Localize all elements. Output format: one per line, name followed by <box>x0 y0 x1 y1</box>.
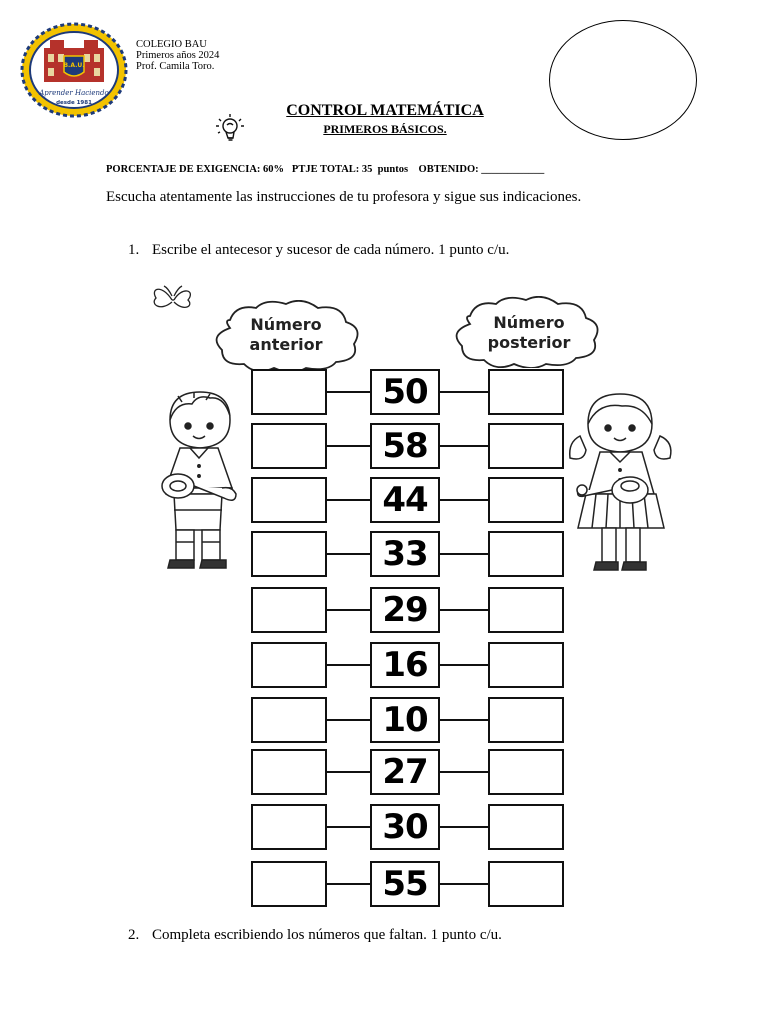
given-number: 10 <box>382 700 428 740</box>
previous-number-answer-box[interactable] <box>251 697 327 743</box>
given-number-box <box>370 477 440 523</box>
given-number: 27 <box>382 752 428 792</box>
connector-line <box>327 826 370 828</box>
connector-line <box>440 553 488 555</box>
previous-number-label: Número anterior <box>249 315 323 354</box>
question-2-text: Completa escribiendo los números que faltan. 1 punto c/u. <box>152 927 502 943</box>
next-number-answer-box[interactable] <box>488 861 564 907</box>
next-number-answer-box[interactable] <box>488 477 564 523</box>
question-1-text: Escribe el antecesor y sucesor de cada número. 1 punto c/u. <box>152 242 510 258</box>
connector-line <box>440 609 488 611</box>
previous-number-answer-box[interactable] <box>251 749 327 795</box>
next-number-answer-box[interactable] <box>488 587 564 633</box>
next-number-answer-box[interactable] <box>488 369 564 415</box>
previous-number-answer-box[interactable] <box>251 642 327 688</box>
given-number: 30 <box>382 807 428 847</box>
given-number: 58 <box>382 426 428 466</box>
next-number-answer-box[interactable] <box>488 642 564 688</box>
given-number-box <box>370 804 440 850</box>
given-number-box <box>370 749 440 795</box>
given-number-box <box>370 587 440 633</box>
logo-shield-text: B.A.U. <box>63 62 85 69</box>
given-number: 29 <box>382 590 428 630</box>
school-logo <box>20 22 128 118</box>
previous-number-answer-box[interactable] <box>251 423 327 469</box>
connector-line <box>327 553 370 555</box>
logo-motto: Aprender Haciendo <box>39 89 109 97</box>
previous-number-answer-box[interactable] <box>251 861 327 907</box>
previous-number-answer-box[interactable] <box>251 531 327 577</box>
connector-line <box>327 664 370 666</box>
next-number-label: Número posterior <box>487 313 571 352</box>
connector-line <box>327 445 370 447</box>
given-number: 55 <box>382 864 428 904</box>
connector-line <box>440 664 488 666</box>
connector-line <box>327 883 370 885</box>
previous-number-answer-box[interactable] <box>251 369 327 415</box>
connector-line <box>440 826 488 828</box>
given-number-box <box>370 369 440 415</box>
given-number: 50 <box>382 372 428 412</box>
instructions: Escucha atentamente las instrucciones de tu profesora y sigue sus indicaciones. <box>106 189 582 205</box>
boy-illustration <box>148 390 248 590</box>
connector-line <box>440 719 488 721</box>
scoring-line: PORCENTAJE DE EXIGENCIA: 60% PTJE TOTAL: 35 puntos OBTENIDO: ____________ <box>106 164 545 175</box>
previous-number-answer-box[interactable] <box>251 804 327 850</box>
connector-line <box>327 609 370 611</box>
school-name: COLEGIO BAU <box>136 39 207 50</box>
next-number-answer-box[interactable] <box>488 697 564 743</box>
previous-number-answer-box[interactable] <box>251 477 327 523</box>
question-2-number: 2. <box>128 927 140 943</box>
given-number: 16 <box>382 645 428 685</box>
teacher-name: Prof. Camila Toro. <box>136 61 215 72</box>
previous-number-answer-box[interactable] <box>251 587 327 633</box>
butterfly-icon <box>148 282 198 316</box>
given-number-box <box>370 642 440 688</box>
connector-line <box>440 883 488 885</box>
connector-line <box>440 445 488 447</box>
grade-oval[interactable] <box>549 20 697 140</box>
connector-line <box>327 719 370 721</box>
given-number-box <box>370 423 440 469</box>
girl-illustration <box>566 390 676 590</box>
logo-since: desde 1981 <box>56 100 92 106</box>
connector-line <box>440 771 488 773</box>
school-year: Primeros años 2024 <box>136 50 220 61</box>
lightbulb-icon <box>210 111 246 145</box>
page-subtitle: PRIMEROS BÁSICOS. <box>323 122 447 136</box>
question-1-number: 1. <box>128 242 140 258</box>
next-number-answer-box[interactable] <box>488 804 564 850</box>
given-number-box <box>370 531 440 577</box>
connector-line <box>327 499 370 501</box>
connector-line <box>327 391 370 393</box>
next-number-answer-box[interactable] <box>488 531 564 577</box>
next-number-answer-box[interactable] <box>488 749 564 795</box>
next-number-answer-box[interactable] <box>488 423 564 469</box>
connector-line <box>440 499 488 501</box>
given-number: 33 <box>382 534 428 574</box>
connector-line <box>327 771 370 773</box>
given-number-box <box>370 861 440 907</box>
connector-line <box>440 391 488 393</box>
page-title: CONTROL MATEMÁTICA <box>286 102 484 119</box>
given-number-box <box>370 697 440 743</box>
given-number: 44 <box>382 480 428 520</box>
